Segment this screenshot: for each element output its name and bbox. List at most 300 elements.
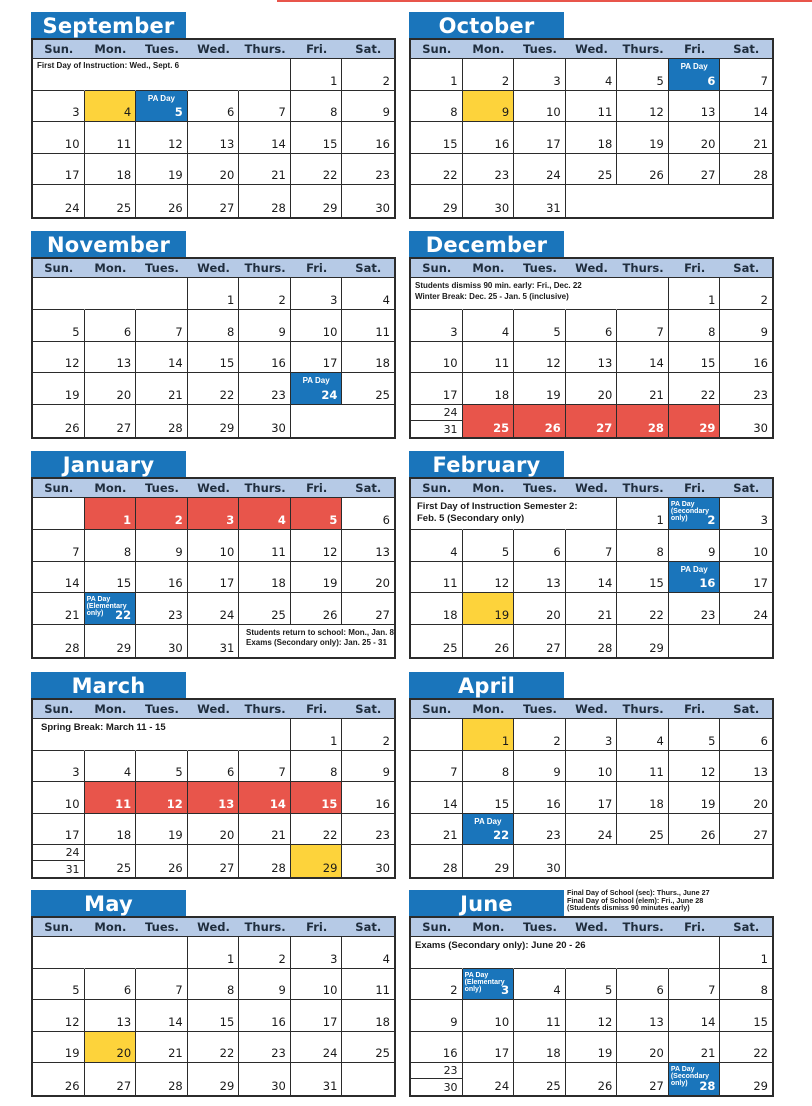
day-cell[interactable] bbox=[617, 91, 669, 123]
day-cell[interactable] bbox=[85, 751, 137, 783]
day-cell[interactable] bbox=[85, 1032, 137, 1064]
day-cell[interactable] bbox=[342, 278, 394, 310]
day-cell[interactable] bbox=[33, 91, 85, 123]
day-cell[interactable] bbox=[617, 1032, 669, 1064]
day-cell[interactable] bbox=[33, 625, 85, 657]
day-cell[interactable] bbox=[720, 530, 772, 562]
day-cell[interactable] bbox=[239, 1032, 291, 1064]
day-cell[interactable] bbox=[514, 625, 566, 657]
day-cell[interactable] bbox=[566, 814, 618, 846]
day-cell[interactable] bbox=[85, 562, 137, 594]
day-cell[interactable] bbox=[617, 814, 669, 846]
day-cell[interactable] bbox=[514, 751, 566, 783]
day-cell-top[interactable] bbox=[33, 845, 84, 861]
day-cell[interactable] bbox=[291, 1000, 343, 1032]
day-cell[interactable] bbox=[720, 562, 772, 594]
day-cell[interactable] bbox=[514, 1032, 566, 1064]
day-cell[interactable] bbox=[136, 373, 188, 405]
day-cell[interactable] bbox=[669, 719, 721, 751]
day-cell[interactable] bbox=[33, 1032, 85, 1064]
day-cell[interactable] bbox=[342, 91, 394, 123]
day-cell[interactable] bbox=[669, 530, 721, 562]
day-cell[interactable] bbox=[720, 1063, 772, 1095]
day-cell[interactable] bbox=[342, 59, 394, 91]
day-cell[interactable] bbox=[669, 593, 721, 625]
day-cell[interactable] bbox=[342, 498, 394, 530]
day-cell[interactable] bbox=[239, 310, 291, 342]
day-cell[interactable] bbox=[566, 59, 618, 91]
day-cell[interactable] bbox=[463, 1063, 515, 1095]
day-cell[interactable] bbox=[669, 1032, 721, 1064]
day-cell[interactable] bbox=[33, 530, 85, 562]
day-cell[interactable] bbox=[291, 530, 343, 562]
day-cell[interactable] bbox=[188, 1032, 240, 1064]
day-cell[interactable] bbox=[463, 751, 515, 783]
day-cell[interactable] bbox=[411, 122, 463, 154]
day-cell[interactable] bbox=[33, 310, 85, 342]
day-cell[interactable] bbox=[342, 969, 394, 1001]
day-cell[interactable] bbox=[33, 969, 85, 1001]
day-cell[interactable] bbox=[720, 154, 772, 186]
day-cell[interactable] bbox=[85, 91, 137, 123]
day-cell[interactable] bbox=[33, 593, 85, 625]
day-cell[interactable] bbox=[463, 122, 515, 154]
day-cell[interactable] bbox=[136, 845, 188, 877]
day-cell[interactable] bbox=[617, 593, 669, 625]
day-cell[interactable] bbox=[342, 814, 394, 846]
day-cell[interactable] bbox=[136, 342, 188, 374]
day-cell[interactable] bbox=[617, 1063, 669, 1095]
day-cell[interactable] bbox=[617, 310, 669, 342]
day-cell[interactable] bbox=[136, 1063, 188, 1095]
day-cell[interactable] bbox=[33, 185, 85, 217]
day-cell[interactable] bbox=[291, 1063, 343, 1095]
day-cell[interactable] bbox=[566, 91, 618, 123]
day-cell[interactable] bbox=[566, 310, 618, 342]
day-cell[interactable] bbox=[291, 1032, 343, 1064]
day-cell[interactable] bbox=[188, 593, 240, 625]
day-cell[interactable] bbox=[411, 405, 463, 437]
day-cell[interactable] bbox=[85, 154, 137, 186]
day-cell[interactable] bbox=[33, 845, 85, 877]
day-cell[interactable] bbox=[617, 719, 669, 751]
day-cell[interactable] bbox=[239, 373, 291, 405]
day-cell[interactable] bbox=[720, 59, 772, 91]
day-cell[interactable] bbox=[411, 593, 463, 625]
day-cell[interactable] bbox=[33, 782, 85, 814]
day-cell[interactable] bbox=[720, 342, 772, 374]
day-cell[interactable] bbox=[720, 782, 772, 814]
day-cell[interactable] bbox=[463, 310, 515, 342]
day-cell[interactable] bbox=[188, 405, 240, 437]
day-cell[interactable] bbox=[33, 1063, 85, 1095]
day-cell[interactable] bbox=[239, 342, 291, 374]
day-cell[interactable] bbox=[566, 530, 618, 562]
day-cell[interactable] bbox=[85, 530, 137, 562]
day-cell[interactable] bbox=[566, 562, 618, 594]
day-cell[interactable] bbox=[720, 310, 772, 342]
day-cell[interactable] bbox=[136, 530, 188, 562]
day-cell[interactable] bbox=[669, 373, 721, 405]
day-cell[interactable] bbox=[411, 1032, 463, 1064]
day-cell[interactable] bbox=[291, 122, 343, 154]
day-cell[interactable] bbox=[291, 719, 343, 751]
day-cell[interactable] bbox=[188, 310, 240, 342]
day-cell[interactable] bbox=[463, 969, 515, 1001]
day-cell[interactable] bbox=[33, 154, 85, 186]
day-cell[interactable] bbox=[188, 969, 240, 1001]
day-cell[interactable] bbox=[239, 782, 291, 814]
day-cell[interactable] bbox=[463, 814, 515, 846]
day-cell[interactable] bbox=[342, 782, 394, 814]
day-cell[interactable] bbox=[33, 373, 85, 405]
day-cell[interactable] bbox=[411, 373, 463, 405]
day-cell[interactable] bbox=[342, 373, 394, 405]
day-cell[interactable] bbox=[514, 122, 566, 154]
day-cell[interactable] bbox=[411, 562, 463, 594]
day-cell[interactable] bbox=[411, 814, 463, 846]
day-cell[interactable] bbox=[463, 185, 515, 217]
day-cell[interactable] bbox=[463, 373, 515, 405]
day-cell[interactable] bbox=[239, 498, 291, 530]
day-cell[interactable] bbox=[669, 405, 721, 437]
day-cell[interactable] bbox=[463, 845, 515, 877]
day-cell[interactable] bbox=[411, 91, 463, 123]
day-cell[interactable] bbox=[617, 782, 669, 814]
day-cell[interactable] bbox=[188, 1063, 240, 1095]
day-cell[interactable] bbox=[514, 185, 566, 217]
day-cell[interactable] bbox=[85, 625, 137, 657]
day-cell[interactable] bbox=[720, 405, 772, 437]
day-cell[interactable] bbox=[291, 782, 343, 814]
day-cell[interactable] bbox=[291, 814, 343, 846]
day-cell[interactable] bbox=[188, 530, 240, 562]
day-cell[interactable] bbox=[463, 530, 515, 562]
day-cell[interactable] bbox=[411, 310, 463, 342]
day-cell[interactable] bbox=[136, 154, 188, 186]
day-cell[interactable] bbox=[514, 91, 566, 123]
day-cell[interactable] bbox=[291, 185, 343, 217]
day-cell[interactable] bbox=[514, 1063, 566, 1095]
day-cell[interactable] bbox=[514, 593, 566, 625]
day-cell[interactable] bbox=[342, 310, 394, 342]
day-cell[interactable] bbox=[342, 1000, 394, 1032]
day-cell[interactable] bbox=[617, 751, 669, 783]
day-cell[interactable] bbox=[514, 373, 566, 405]
day-cell[interactable] bbox=[720, 91, 772, 123]
day-cell[interactable] bbox=[566, 782, 618, 814]
day-cell[interactable] bbox=[239, 154, 291, 186]
day-cell[interactable] bbox=[239, 405, 291, 437]
day-cell-bottom[interactable] bbox=[411, 421, 462, 437]
day-cell[interactable] bbox=[669, 1000, 721, 1032]
day-cell[interactable] bbox=[188, 751, 240, 783]
day-cell[interactable] bbox=[85, 969, 137, 1001]
day-cell[interactable] bbox=[463, 154, 515, 186]
day-cell[interactable] bbox=[411, 530, 463, 562]
day-cell[interactable] bbox=[136, 593, 188, 625]
day-cell[interactable] bbox=[669, 342, 721, 374]
day-cell[interactable] bbox=[720, 122, 772, 154]
day-cell[interactable] bbox=[617, 59, 669, 91]
day-cell[interactable] bbox=[291, 845, 343, 877]
day-cell[interactable] bbox=[85, 185, 137, 217]
day-cell[interactable] bbox=[463, 719, 515, 751]
day-cell[interactable] bbox=[188, 937, 240, 969]
day-cell[interactable] bbox=[463, 405, 515, 437]
day-cell[interactable] bbox=[617, 373, 669, 405]
day-cell[interactable] bbox=[411, 1063, 463, 1095]
day-cell[interactable] bbox=[342, 122, 394, 154]
day-cell[interactable] bbox=[239, 1000, 291, 1032]
day-cell[interactable] bbox=[239, 1063, 291, 1095]
day-cell[interactable] bbox=[514, 342, 566, 374]
day-cell[interactable] bbox=[514, 969, 566, 1001]
day-cell-bottom[interactable] bbox=[33, 861, 84, 877]
day-cell[interactable] bbox=[514, 405, 566, 437]
day-cell[interactable] bbox=[669, 91, 721, 123]
day-cell[interactable] bbox=[342, 342, 394, 374]
day-cell[interactable] bbox=[239, 593, 291, 625]
day-cell[interactable] bbox=[514, 1000, 566, 1032]
day-cell[interactable] bbox=[239, 91, 291, 123]
day-cell[interactable] bbox=[566, 122, 618, 154]
day-cell[interactable] bbox=[291, 342, 343, 374]
day-cell[interactable] bbox=[669, 498, 721, 530]
day-cell[interactable] bbox=[85, 845, 137, 877]
day-cell[interactable] bbox=[411, 154, 463, 186]
day-cell[interactable] bbox=[720, 719, 772, 751]
day-cell[interactable] bbox=[291, 937, 343, 969]
day-cell[interactable] bbox=[342, 154, 394, 186]
day-cell[interactable] bbox=[33, 562, 85, 594]
day-cell[interactable] bbox=[463, 782, 515, 814]
day-cell[interactable] bbox=[188, 625, 240, 657]
day-cell[interactable] bbox=[669, 782, 721, 814]
day-cell[interactable] bbox=[342, 845, 394, 877]
day-cell[interactable] bbox=[669, 310, 721, 342]
day-cell[interactable] bbox=[514, 154, 566, 186]
day-cell[interactable] bbox=[188, 845, 240, 877]
day-cell[interactable] bbox=[514, 59, 566, 91]
day-cell[interactable] bbox=[342, 593, 394, 625]
day-cell[interactable] bbox=[136, 625, 188, 657]
day-cell-top[interactable] bbox=[411, 1063, 462, 1079]
day-cell[interactable] bbox=[463, 1032, 515, 1064]
day-cell[interactable] bbox=[617, 122, 669, 154]
day-cell[interactable] bbox=[85, 342, 137, 374]
day-cell[interactable] bbox=[85, 593, 137, 625]
day-cell[interactable] bbox=[566, 342, 618, 374]
day-cell[interactable] bbox=[136, 782, 188, 814]
day-cell[interactable] bbox=[33, 122, 85, 154]
day-cell[interactable] bbox=[188, 782, 240, 814]
day-cell[interactable] bbox=[291, 498, 343, 530]
day-cell[interactable] bbox=[566, 751, 618, 783]
day-cell[interactable] bbox=[136, 814, 188, 846]
day-cell[interactable] bbox=[291, 562, 343, 594]
day-cell[interactable] bbox=[411, 751, 463, 783]
day-cell[interactable] bbox=[239, 814, 291, 846]
day-cell[interactable] bbox=[669, 154, 721, 186]
day-cell[interactable] bbox=[617, 1000, 669, 1032]
day-cell[interactable] bbox=[720, 593, 772, 625]
day-cell[interactable] bbox=[342, 530, 394, 562]
day-cell[interactable] bbox=[85, 1063, 137, 1095]
day-cell[interactable] bbox=[669, 278, 721, 310]
day-cell[interactable] bbox=[239, 845, 291, 877]
day-cell[interactable] bbox=[566, 1000, 618, 1032]
day-cell[interactable] bbox=[136, 122, 188, 154]
day-cell-bottom[interactable] bbox=[411, 1079, 462, 1095]
day-cell[interactable] bbox=[669, 751, 721, 783]
day-cell[interactable] bbox=[514, 719, 566, 751]
day-cell[interactable] bbox=[720, 814, 772, 846]
day-cell[interactable] bbox=[136, 969, 188, 1001]
day-cell[interactable] bbox=[136, 405, 188, 437]
day-cell[interactable] bbox=[136, 185, 188, 217]
day-cell[interactable] bbox=[514, 562, 566, 594]
day-cell[interactable] bbox=[342, 562, 394, 594]
day-cell[interactable] bbox=[617, 498, 669, 530]
day-cell[interactable] bbox=[566, 1063, 618, 1095]
day-cell[interactable] bbox=[85, 1000, 137, 1032]
day-cell[interactable] bbox=[136, 91, 188, 123]
day-cell[interactable] bbox=[669, 122, 721, 154]
day-cell[interactable] bbox=[188, 278, 240, 310]
day-cell[interactable] bbox=[291, 373, 343, 405]
day-cell[interactable] bbox=[85, 498, 137, 530]
day-cell[interactable] bbox=[669, 969, 721, 1001]
day-cell[interactable] bbox=[411, 845, 463, 877]
day-cell[interactable] bbox=[720, 937, 772, 969]
day-cell[interactable] bbox=[85, 405, 137, 437]
day-cell[interactable] bbox=[33, 751, 85, 783]
day-cell-top[interactable] bbox=[411, 405, 462, 421]
day-cell[interactable] bbox=[291, 310, 343, 342]
day-cell[interactable] bbox=[85, 122, 137, 154]
day-cell[interactable] bbox=[239, 122, 291, 154]
day-cell[interactable] bbox=[514, 530, 566, 562]
day-cell[interactable] bbox=[136, 1032, 188, 1064]
day-cell[interactable] bbox=[463, 59, 515, 91]
day-cell[interactable] bbox=[85, 373, 137, 405]
day-cell[interactable] bbox=[463, 562, 515, 594]
day-cell[interactable] bbox=[566, 593, 618, 625]
day-cell[interactable] bbox=[720, 1000, 772, 1032]
day-cell[interactable] bbox=[617, 342, 669, 374]
day-cell[interactable] bbox=[85, 310, 137, 342]
day-cell[interactable] bbox=[239, 969, 291, 1001]
day-cell[interactable] bbox=[33, 814, 85, 846]
day-cell[interactable] bbox=[239, 278, 291, 310]
day-cell[interactable] bbox=[342, 937, 394, 969]
day-cell[interactable] bbox=[463, 91, 515, 123]
day-cell[interactable] bbox=[617, 562, 669, 594]
day-cell[interactable] bbox=[669, 1063, 721, 1095]
day-cell[interactable] bbox=[463, 593, 515, 625]
day-cell[interactable] bbox=[33, 405, 85, 437]
day-cell[interactable] bbox=[342, 751, 394, 783]
day-cell[interactable] bbox=[188, 562, 240, 594]
day-cell[interactable] bbox=[411, 185, 463, 217]
day-cell[interactable] bbox=[411, 625, 463, 657]
day-cell[interactable] bbox=[239, 530, 291, 562]
day-cell[interactable] bbox=[669, 562, 721, 594]
day-cell[interactable] bbox=[411, 1000, 463, 1032]
day-cell[interactable] bbox=[342, 185, 394, 217]
day-cell[interactable] bbox=[188, 154, 240, 186]
day-cell[interactable] bbox=[239, 751, 291, 783]
day-cell[interactable] bbox=[514, 310, 566, 342]
day-cell[interactable] bbox=[617, 625, 669, 657]
day-cell[interactable] bbox=[342, 1032, 394, 1064]
day-cell[interactable] bbox=[188, 373, 240, 405]
day-cell[interactable] bbox=[239, 937, 291, 969]
day-cell[interactable] bbox=[136, 751, 188, 783]
day-cell[interactable] bbox=[136, 310, 188, 342]
day-cell[interactable] bbox=[720, 498, 772, 530]
day-cell[interactable] bbox=[566, 969, 618, 1001]
day-cell[interactable] bbox=[136, 562, 188, 594]
day-cell[interactable] bbox=[188, 1000, 240, 1032]
day-cell[interactable] bbox=[617, 154, 669, 186]
day-cell[interactable] bbox=[617, 405, 669, 437]
day-cell[interactable] bbox=[33, 342, 85, 374]
day-cell[interactable] bbox=[33, 1000, 85, 1032]
day-cell[interactable] bbox=[514, 814, 566, 846]
day-cell[interactable] bbox=[463, 1000, 515, 1032]
day-cell[interactable] bbox=[188, 91, 240, 123]
day-cell[interactable] bbox=[720, 969, 772, 1001]
day-cell[interactable] bbox=[411, 342, 463, 374]
day-cell[interactable] bbox=[136, 1000, 188, 1032]
day-cell[interactable] bbox=[291, 154, 343, 186]
day-cell[interactable] bbox=[188, 498, 240, 530]
day-cell[interactable] bbox=[188, 814, 240, 846]
day-cell[interactable] bbox=[617, 969, 669, 1001]
day-cell[interactable] bbox=[566, 405, 618, 437]
day-cell[interactable] bbox=[291, 593, 343, 625]
day-cell[interactable] bbox=[291, 91, 343, 123]
day-cell[interactable] bbox=[291, 59, 343, 91]
day-cell[interactable] bbox=[411, 782, 463, 814]
day-cell[interactable] bbox=[514, 782, 566, 814]
day-cell[interactable] bbox=[720, 751, 772, 783]
day-cell[interactable] bbox=[669, 814, 721, 846]
day-cell[interactable] bbox=[514, 845, 566, 877]
day-cell[interactable] bbox=[291, 751, 343, 783]
day-cell[interactable] bbox=[291, 278, 343, 310]
day-cell[interactable] bbox=[239, 562, 291, 594]
day-cell[interactable] bbox=[188, 185, 240, 217]
day-cell[interactable] bbox=[720, 373, 772, 405]
day-cell[interactable] bbox=[188, 342, 240, 374]
day-cell[interactable] bbox=[463, 625, 515, 657]
day-cell[interactable] bbox=[85, 782, 137, 814]
day-cell[interactable] bbox=[669, 59, 721, 91]
day-cell[interactable] bbox=[463, 342, 515, 374]
day-cell[interactable] bbox=[342, 719, 394, 751]
day-cell[interactable] bbox=[566, 154, 618, 186]
day-cell[interactable] bbox=[566, 1032, 618, 1064]
day-cell[interactable] bbox=[617, 530, 669, 562]
day-cell[interactable] bbox=[239, 185, 291, 217]
day-cell[interactable] bbox=[136, 498, 188, 530]
day-cell[interactable] bbox=[291, 969, 343, 1001]
day-cell[interactable] bbox=[85, 814, 137, 846]
day-cell[interactable] bbox=[566, 719, 618, 751]
